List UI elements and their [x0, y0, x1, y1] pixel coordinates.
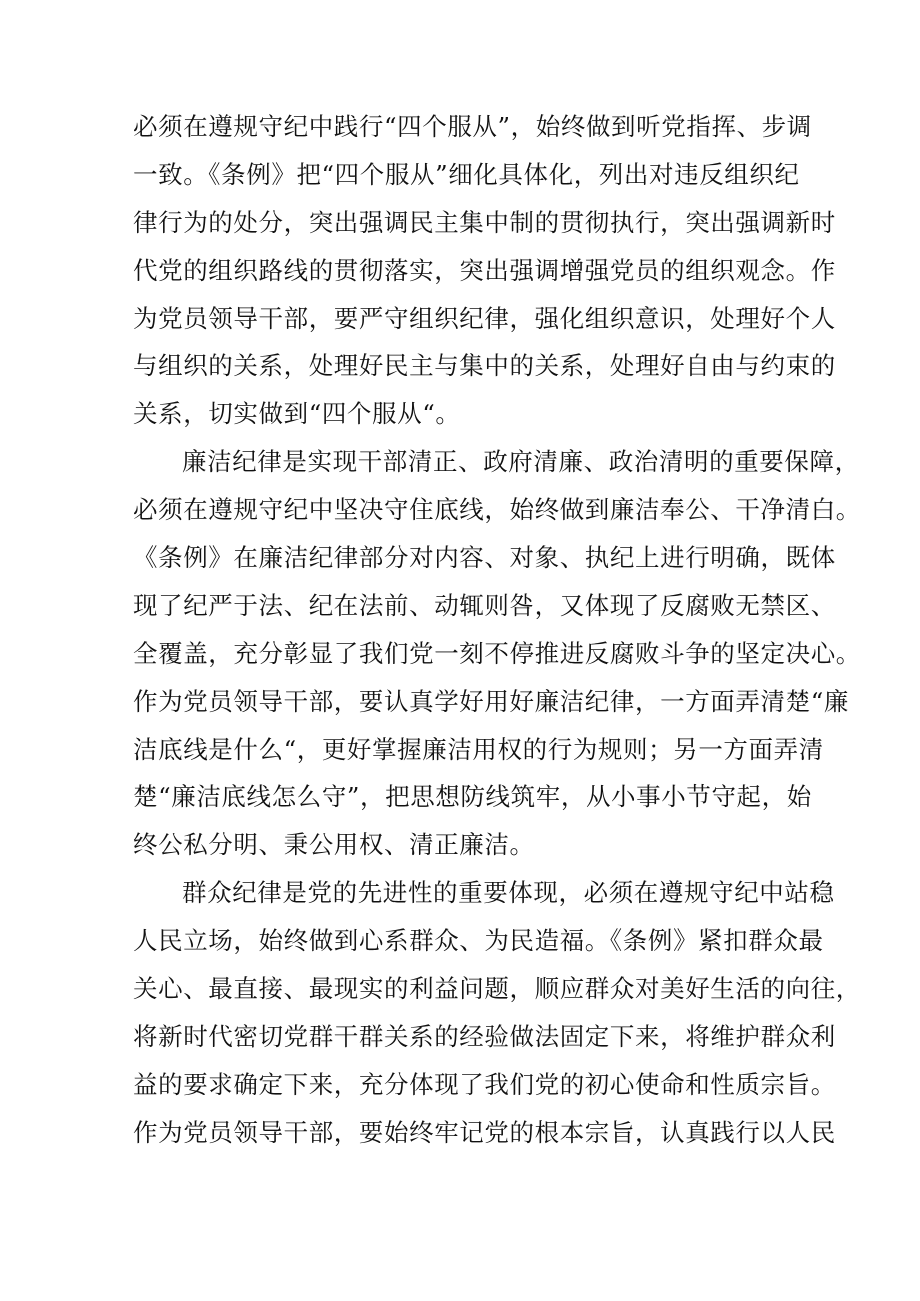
text-line: 必须在遵规守纪中坚决守住底线，始终做到廉洁奉公、干净清白。 — [133, 495, 861, 525]
text-line: 一致。《条例》把“四个服从”细化具体化，列出对违反组织纪 — [133, 159, 800, 189]
text-line: 益的要求确定下来，充分体现了我们党的初心使命和性质宗旨。 — [133, 1069, 836, 1099]
text-line: 终公私分明、秉公用权、清正廉洁。 — [133, 830, 535, 860]
text-line: 关心、最直接、最现实的利益问题，顺应群众对美好生活的向往， — [133, 974, 861, 1004]
paragraph-organizational-discipline — [133, 103, 836, 438]
text-line: 与组织的关系，处理好民主与集中的关系，处理好自由与约束的 — [133, 351, 836, 381]
text-line: 廉洁纪律是实现干部清正、政府清廉、政治清明的重要保障， — [182, 447, 860, 477]
text-line: 将新时代密切党群干群关系的经验做法固定下来，将维护群众利 — [133, 1021, 836, 1051]
text-line: 关系，切实做到“四个服从“。 — [133, 399, 461, 429]
text-line: 作为党员领导干部，要认真学好用好廉洁纪律，一方面弄清楚“廉 — [133, 686, 849, 716]
text-line: 楚“廉洁底线怎么守”，把思想防线筑牢，从小事小节守起，始 — [133, 782, 812, 812]
text-line: 《条例》在廉洁纪律部分对内容、对象、执纪上进行明确，既体 — [133, 543, 836, 573]
text-line: 作为党员领导干部，要始终牢记党的根本宗旨，认真践行以人民 — [133, 1117, 836, 1147]
text-line: 全覆盖，充分彰显了我们党一刻不停推进反腐败斗争的坚定决心。 — [133, 638, 861, 668]
paragraph-mass-discipline — [133, 869, 861, 1156]
paragraph-integrity-discipline — [133, 438, 861, 869]
text-line: 律行为的处分，突出强调民主集中制的贯彻执行，突出强调新时 — [133, 207, 836, 237]
text-line: 代党的组织路线的贯彻落实，突出强调增强党员的组织观念。作 — [133, 255, 836, 285]
text-line: 群众纪律是党的先进性的重要体现，必须在遵规守纪中站稳 — [182, 878, 835, 908]
text-line: 现了纪严于法、纪在法前、动辄则咎，又体现了反腐败无禁区、 — [133, 590, 836, 620]
text-line: 必须在遵规守纪中践行“四个服从”，始终做到听党指挥、步调 — [133, 112, 812, 141]
text-line: 人民立场，始终做到心系群众、为民造福。《条例》紧扣群众最 — [133, 926, 824, 956]
text-line: 洁底线是什么“，更好掌握廉洁用权的行为规则；另一方面弄清 — [133, 734, 824, 764]
text-line: 为党员领导干部，要严守组织纪律，强化组织意识，处理好个人 — [133, 303, 836, 333]
document-body — [133, 103, 861, 1157]
